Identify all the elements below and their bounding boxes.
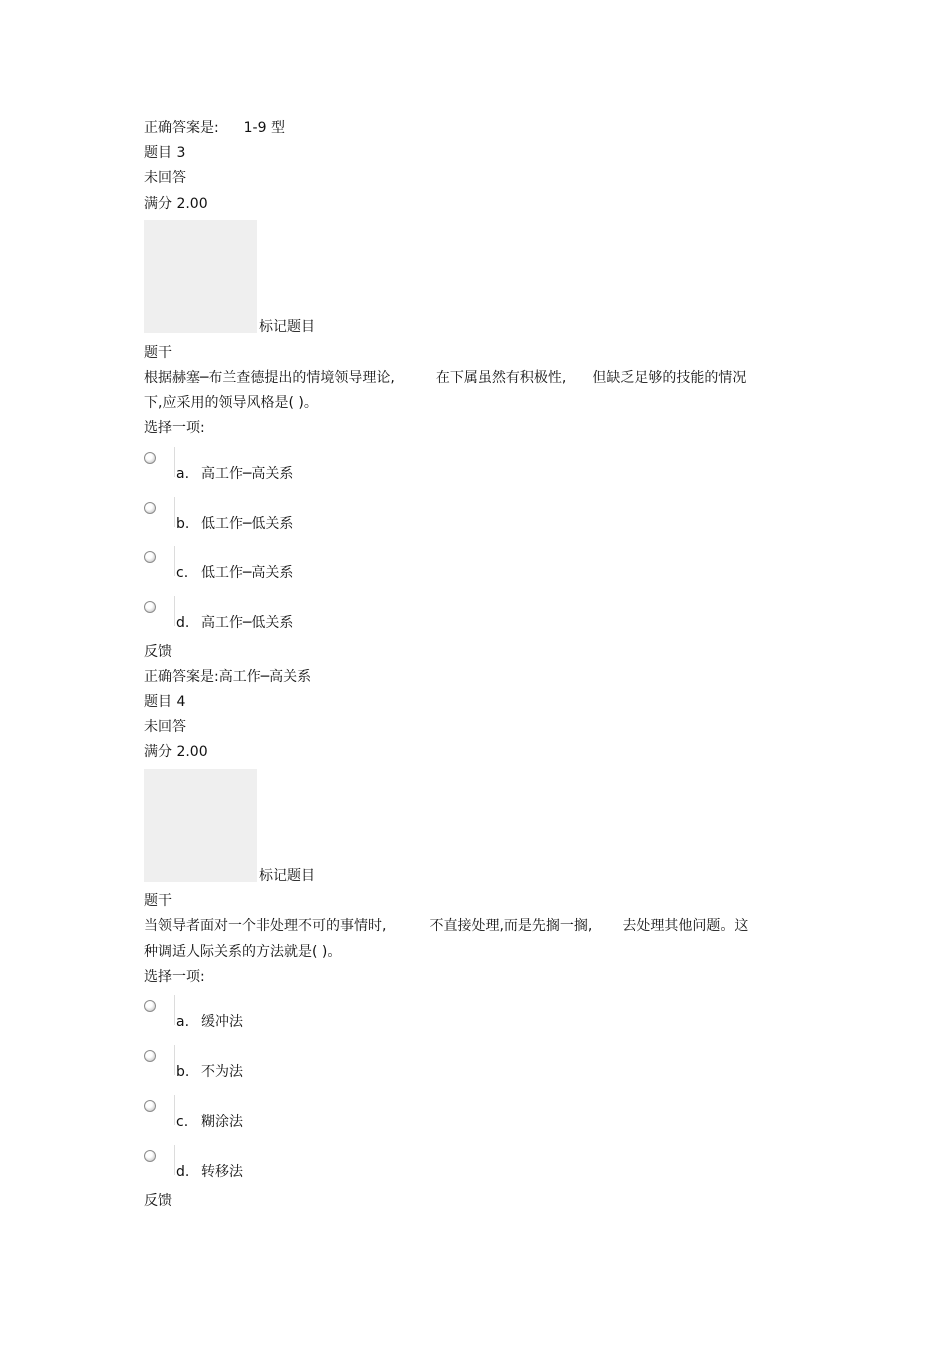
radio-icon[interactable] <box>144 1150 156 1162</box>
question-3-stem-part-2: 在下属虽然有积极性, <box>435 370 567 386</box>
option-divider <box>174 1045 175 1075</box>
question-3-choose-label: 选择一项: <box>144 420 205 436</box>
question-4-stem-label: 题干 <box>144 893 172 909</box>
option-divider <box>174 447 175 477</box>
option-divider <box>174 1145 175 1175</box>
question-4-flag-icon[interactable] <box>144 769 257 882</box>
option-text[interactable]: 低工作─低关系 <box>201 516 294 532</box>
prev-correct-answer-label: 正确答案是: <box>144 120 219 136</box>
radio-icon[interactable] <box>144 452 156 464</box>
radio-icon[interactable] <box>144 502 156 514</box>
question-3-number: 题目 3 <box>144 145 186 161</box>
prev-correct-answer <box>144 119 285 137</box>
radio-icon[interactable] <box>144 1000 156 1012</box>
option-divider <box>174 995 175 1025</box>
radio-icon[interactable] <box>144 601 156 613</box>
radio-icon[interactable] <box>144 1100 156 1112</box>
question-4-feedback-label: 反馈 <box>144 1193 172 1209</box>
question-3-stem-part-1: 根据赫塞─布兰查德提出的情境领导理论, <box>144 370 395 386</box>
question-3-flag-icon[interactable] <box>144 220 257 333</box>
option-letter: a. <box>176 1014 190 1030</box>
question-4-status: 未回答 <box>144 719 186 735</box>
question-4-flag-label[interactable]: 标记题目 <box>259 868 315 884</box>
option-letter: d. <box>176 1164 190 1180</box>
question-4-stem-part-3: 去处理其他问题。这 <box>622 918 749 934</box>
question-4-option-c[interactable] <box>144 1095 444 1131</box>
question-3-flag-label[interactable]: 标记题目 <box>259 319 315 335</box>
question-4-option-d[interactable] <box>144 1145 444 1181</box>
question-4-score: 满分 2.00 <box>144 744 208 760</box>
radio-icon[interactable] <box>144 1050 156 1062</box>
option-text[interactable]: 不为法 <box>201 1064 243 1080</box>
option-text[interactable]: 缓冲法 <box>201 1014 243 1030</box>
option-letter: c. <box>176 565 189 581</box>
option-letter: a. <box>176 466 190 482</box>
question-3-option-a[interactable] <box>144 447 444 483</box>
option-divider <box>174 1095 175 1125</box>
question-4-number: 题目 4 <box>144 694 186 710</box>
option-text[interactable]: 高工作─低关系 <box>201 615 294 631</box>
question-3-option-c[interactable] <box>144 546 444 582</box>
option-divider <box>174 546 175 576</box>
option-text[interactable]: 糊涂法 <box>201 1114 243 1130</box>
prev-correct-answer-value: 1-9 型 <box>243 120 285 136</box>
question-3-option-b[interactable] <box>144 497 444 533</box>
question-4-stem-part-2: 不直接处理,而是先搁一搁, <box>429 918 593 934</box>
question-3-feedback-label: 反馈 <box>144 644 172 660</box>
question-4-option-b[interactable] <box>144 1045 444 1081</box>
question-3-score: 满分 2.00 <box>144 196 208 212</box>
question-4-stem-part-1: 当领导者面对一个非处理不可的事情时, <box>144 918 387 934</box>
option-letter: c. <box>176 1114 189 1130</box>
option-letter: d. <box>176 615 190 631</box>
question-4-option-a[interactable] <box>144 995 444 1031</box>
option-letter: b. <box>176 1064 190 1080</box>
question-3-stem <box>144 369 746 387</box>
question-4-stem <box>144 917 748 935</box>
option-letter: b. <box>176 516 190 532</box>
question-4-stem-line-2: 种调适人际关系的方法就是( )。 <box>144 944 342 960</box>
question-4-choose-label: 选择一项: <box>144 969 205 985</box>
radio-icon[interactable] <box>144 551 156 563</box>
question-3-stem-part-3: 但缺乏足够的技能的情况 <box>592 370 747 386</box>
option-text[interactable]: 转移法 <box>201 1164 243 1180</box>
option-text[interactable]: 低工作─高关系 <box>201 565 294 581</box>
question-3-status: 未回答 <box>144 170 186 186</box>
question-3-stem-line-2: 下,应采用的领导风格是( )。 <box>144 395 318 411</box>
option-text[interactable]: 高工作─高关系 <box>201 466 294 482</box>
question-3-correct-answer: 正确答案是:高工作─高关系 <box>144 669 312 685</box>
question-3-stem-label: 题干 <box>144 345 172 361</box>
option-divider <box>174 596 175 626</box>
question-3-option-d[interactable] <box>144 596 444 632</box>
option-divider <box>174 497 175 527</box>
